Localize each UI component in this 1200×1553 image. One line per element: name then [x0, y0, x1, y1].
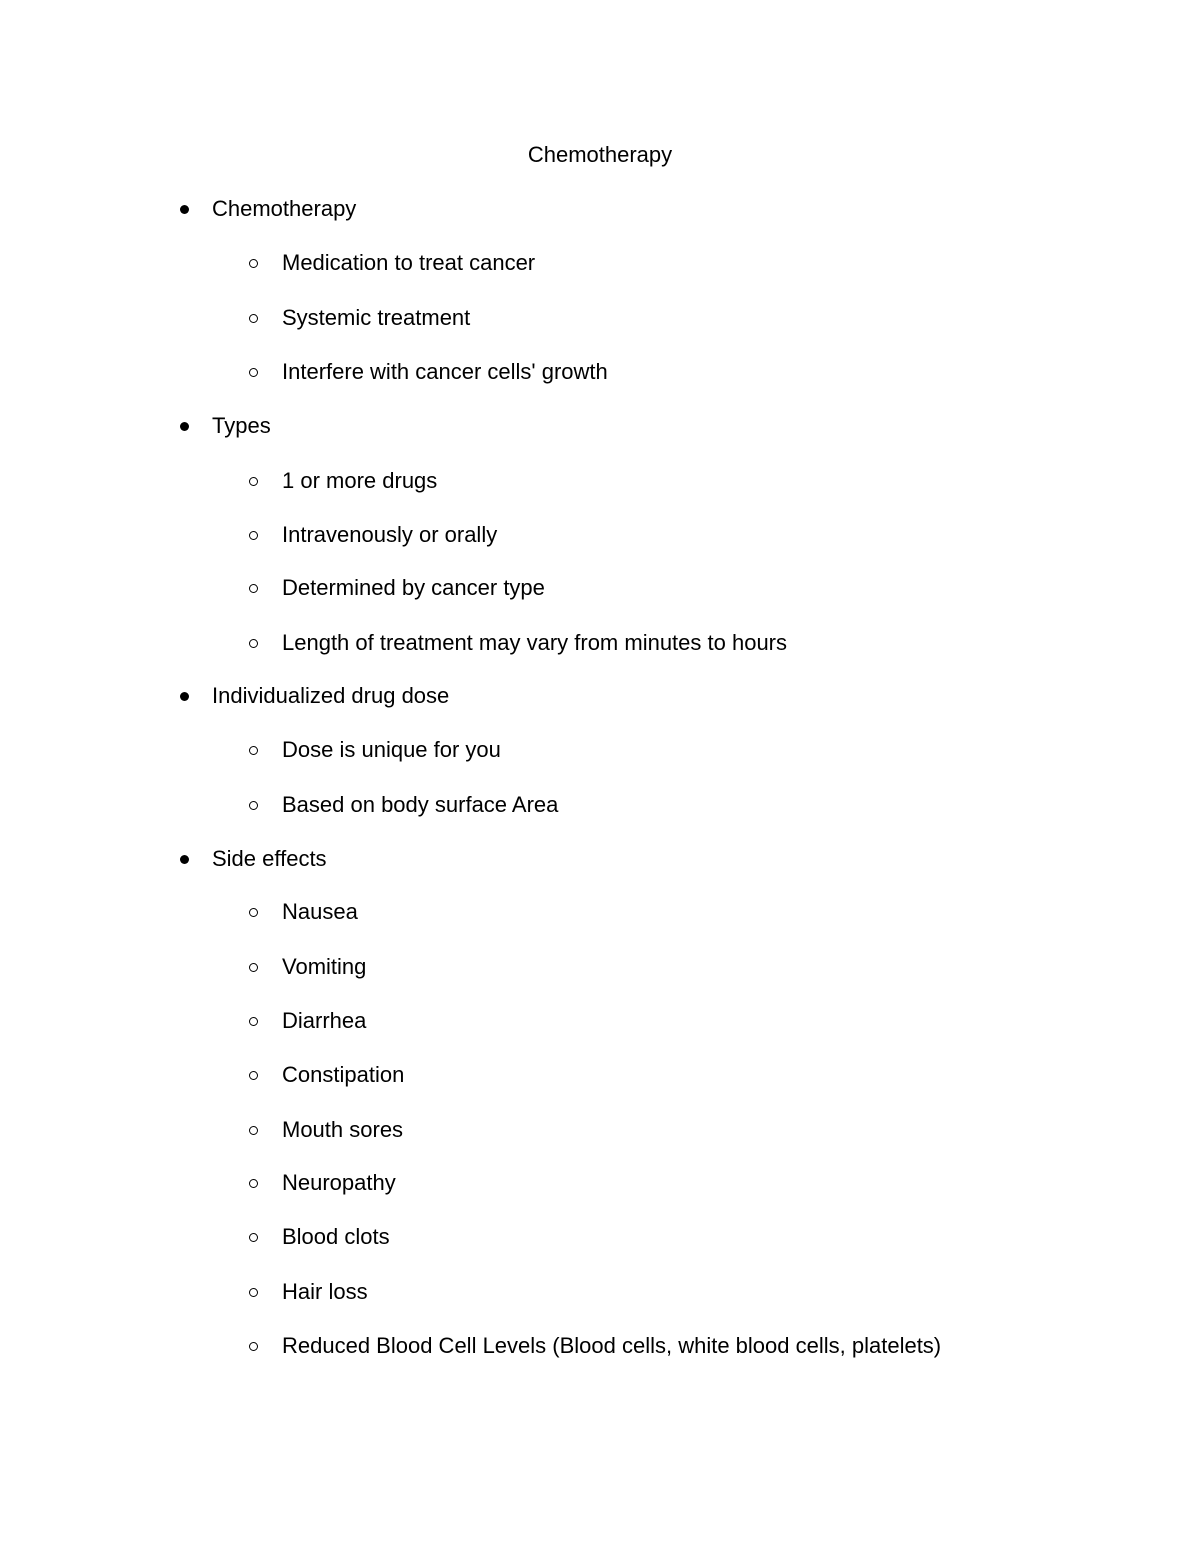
list-item-text: Diarrhea — [282, 1008, 367, 1033]
hollow-circle-bullet-icon — [246, 573, 264, 603]
list-item-text: Types — [212, 413, 271, 438]
list-item-text: Determined by cancer type — [282, 575, 545, 600]
list-item-text: Vomiting — [282, 954, 367, 979]
list-item-text: 1 or more drugs — [282, 468, 438, 493]
hollow-circle-bullet-icon — [246, 303, 264, 333]
hollow-circle-bullet-icon — [246, 1006, 264, 1036]
hollow-circle-bullet-icon — [246, 466, 264, 496]
hollow-circle-bullet-icon — [246, 952, 264, 982]
list-item-text: Intravenously or orally — [282, 522, 498, 547]
list-item-text: Systemic treatment — [282, 305, 471, 330]
list-item-text: Medication to treat cancer — [282, 250, 536, 275]
hollow-circle-bullet-icon — [246, 1277, 264, 1307]
list-item-text: Side effects — [212, 846, 327, 871]
list-item-text: Interfere with cancer cells' growth — [282, 359, 608, 384]
hollow-circle-bullet-icon — [246, 1222, 264, 1252]
list-item-text: Dose is unique for you — [282, 737, 501, 762]
list-item-text: Based on body surface Area — [282, 792, 559, 817]
list-item-text: Nausea — [282, 899, 358, 924]
filled-bullet-icon — [176, 194, 194, 224]
hollow-circle-bullet-icon — [246, 790, 264, 820]
list-item-text: Mouth sores — [282, 1117, 404, 1142]
hollow-circle-bullet-icon — [246, 357, 264, 387]
list-item-text: Individualized drug dose — [212, 683, 450, 708]
list-item-text: Constipation — [282, 1062, 405, 1087]
hollow-circle-bullet-icon — [246, 1115, 264, 1145]
hollow-circle-bullet-icon — [246, 1060, 264, 1090]
hollow-circle-bullet-icon — [246, 628, 264, 658]
list-item-text: Blood clots — [282, 1224, 390, 1249]
hollow-circle-bullet-icon — [246, 897, 264, 927]
list-item-text: Reduced Blood Cell Levels (Blood cells, white blood cells, platelets) — [282, 1333, 942, 1358]
hollow-circle-bullet-icon — [246, 248, 264, 278]
hollow-circle-bullet-icon — [246, 1168, 264, 1198]
list-item-text: Length of treatment may vary from minutes to hours — [282, 630, 788, 655]
hollow-circle-bullet-icon — [246, 735, 264, 765]
filled-bullet-icon — [176, 681, 194, 711]
hollow-circle-bullet-icon — [246, 1331, 264, 1361]
list-item-text: Hair loss — [282, 1279, 368, 1304]
document-title: Chemotherapy — [527, 142, 673, 167]
filled-bullet-icon — [176, 844, 194, 874]
filled-bullet-icon — [176, 411, 194, 441]
list-item-text: Neuropathy — [282, 1170, 396, 1195]
hollow-circle-bullet-icon — [246, 520, 264, 550]
list-item-text: Chemotherapy — [212, 196, 357, 221]
